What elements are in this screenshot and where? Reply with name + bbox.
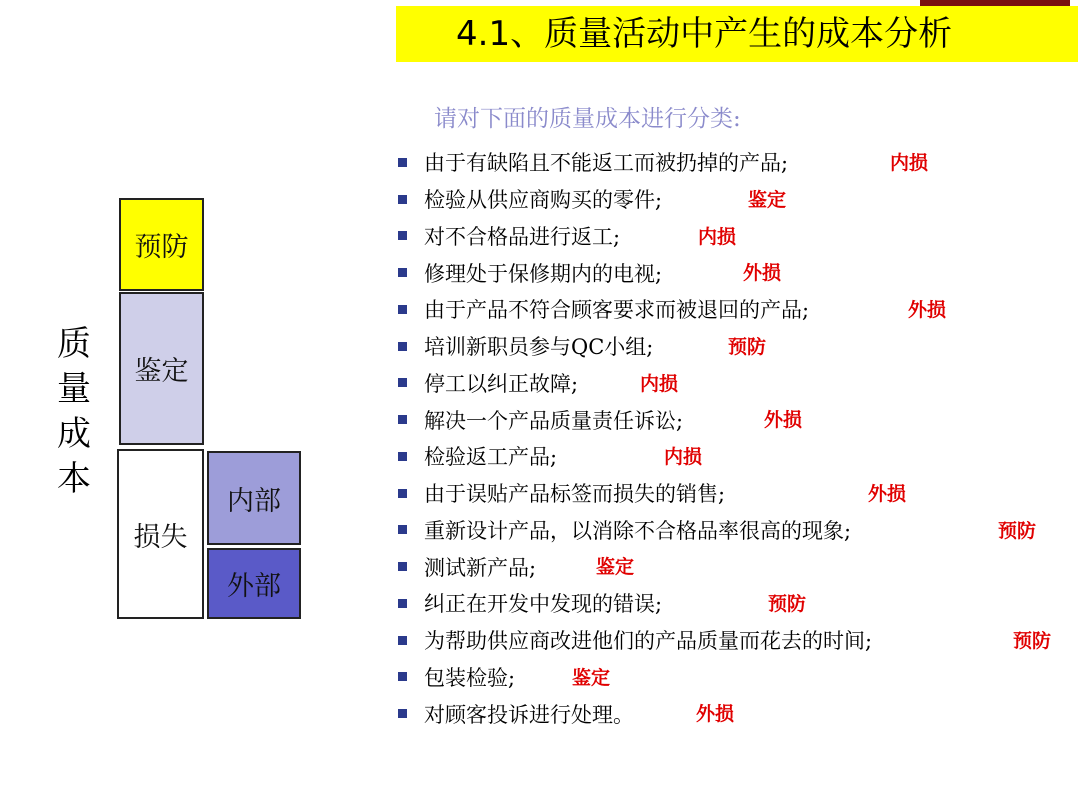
list-item xyxy=(398,365,872,402)
answer-label: 内损 xyxy=(890,152,929,174)
answer-label: 内损 xyxy=(664,446,703,468)
bullet-icon xyxy=(398,709,407,718)
list-item xyxy=(398,438,872,475)
answer-label: 预防 xyxy=(728,335,767,358)
list-item xyxy=(398,585,872,622)
list-item xyxy=(398,144,929,181)
item-text: 测试新产品; xyxy=(424,555,537,580)
list-item xyxy=(398,218,872,255)
item-text: 纠正在开发中发现的错误; xyxy=(424,592,663,617)
answer-label: 预防 xyxy=(998,519,1037,542)
item-text: 包装检验; xyxy=(424,665,516,690)
bullet-icon xyxy=(398,378,407,387)
list-item xyxy=(398,512,1037,549)
bullet-icon xyxy=(398,525,407,534)
bullet-icon xyxy=(398,672,407,681)
loss-label: 损失 xyxy=(133,521,188,553)
list-item xyxy=(398,659,872,696)
answer-label: 预防 xyxy=(768,593,807,615)
list-item xyxy=(398,254,872,291)
bullet-icon xyxy=(398,599,407,608)
list-item xyxy=(398,328,872,365)
bullet-icon xyxy=(398,489,407,498)
internal-loss-box xyxy=(207,451,301,545)
answer-label: 鉴定 xyxy=(596,556,635,579)
list-item xyxy=(398,291,947,328)
answer-label: 内损 xyxy=(698,225,737,248)
answer-label: 内损 xyxy=(640,372,679,395)
answer-label: 鉴定 xyxy=(572,666,611,689)
prevention-label: 预防 xyxy=(134,232,189,263)
bullet-icon xyxy=(398,305,407,314)
item-text: 检验从供应商购买的零件; xyxy=(424,188,663,213)
bullet-icon xyxy=(398,231,407,240)
item-text: 培训新职员参与QC小组; xyxy=(424,335,654,360)
bullet-icon xyxy=(398,636,407,645)
item-text: 修理处于保修期内的电视; xyxy=(424,261,663,286)
bullet-icon xyxy=(398,268,407,277)
question-prompt: 请对下面的质量成本进行分类: xyxy=(434,106,741,132)
cost-item-list xyxy=(398,144,1052,732)
answer-label: 鉴定 xyxy=(748,188,787,211)
item-text: 为帮助供应商改进他们的产品质量而花去的时间; xyxy=(424,629,873,654)
bullet-icon xyxy=(398,452,407,461)
loss-box xyxy=(117,449,204,619)
item-text: 检验返工产品; xyxy=(424,445,558,470)
bullet-icon xyxy=(398,342,407,351)
bullet-icon xyxy=(398,195,407,204)
answer-label: 预防 xyxy=(1013,629,1052,652)
answer-label: 外损 xyxy=(743,262,782,285)
external-loss-box xyxy=(207,548,301,619)
title-bar xyxy=(396,6,1078,62)
appraisal-label: 鉴定 xyxy=(134,356,189,387)
quality-cost-label: 质量成本 xyxy=(57,324,91,499)
item-text: 对顾客投诉进行处理。 xyxy=(424,702,634,727)
internal-label: 内部 xyxy=(227,485,281,517)
list-item xyxy=(398,695,872,732)
answer-label: 外损 xyxy=(908,299,947,321)
item-text: 对不合格品进行返工; xyxy=(424,224,621,249)
bullet-icon xyxy=(398,562,407,571)
answer-label: 外损 xyxy=(696,703,735,726)
list-item xyxy=(398,181,872,218)
prevention-box xyxy=(119,198,204,291)
item-text: 停工以纠正故障; xyxy=(424,371,579,396)
list-item xyxy=(398,401,872,438)
list-item xyxy=(398,622,1052,659)
item-text: 由于误贴产品标签而损失的销售; xyxy=(424,482,726,507)
item-text: 由于产品不符合顾客要求而被退回的产品; xyxy=(424,298,810,323)
item-text: 重新设计产品，以消除不合格品率很高的现象; xyxy=(424,518,852,543)
answer-label: 外损 xyxy=(868,482,907,505)
appraisal-box xyxy=(119,292,204,445)
list-item xyxy=(398,548,872,585)
bullet-icon xyxy=(398,158,407,167)
answer-label: 外损 xyxy=(764,409,803,432)
external-label: 外部 xyxy=(227,571,281,602)
item-text: 解决一个产品质量责任诉讼; xyxy=(424,408,684,433)
list-item xyxy=(398,475,907,512)
item-text: 由于有缺陷且不能返工而被扔掉的产品; xyxy=(424,151,789,176)
slide-title: 4.1、质量活动中产生的成本分析 xyxy=(456,14,953,54)
bullet-icon xyxy=(398,415,407,424)
